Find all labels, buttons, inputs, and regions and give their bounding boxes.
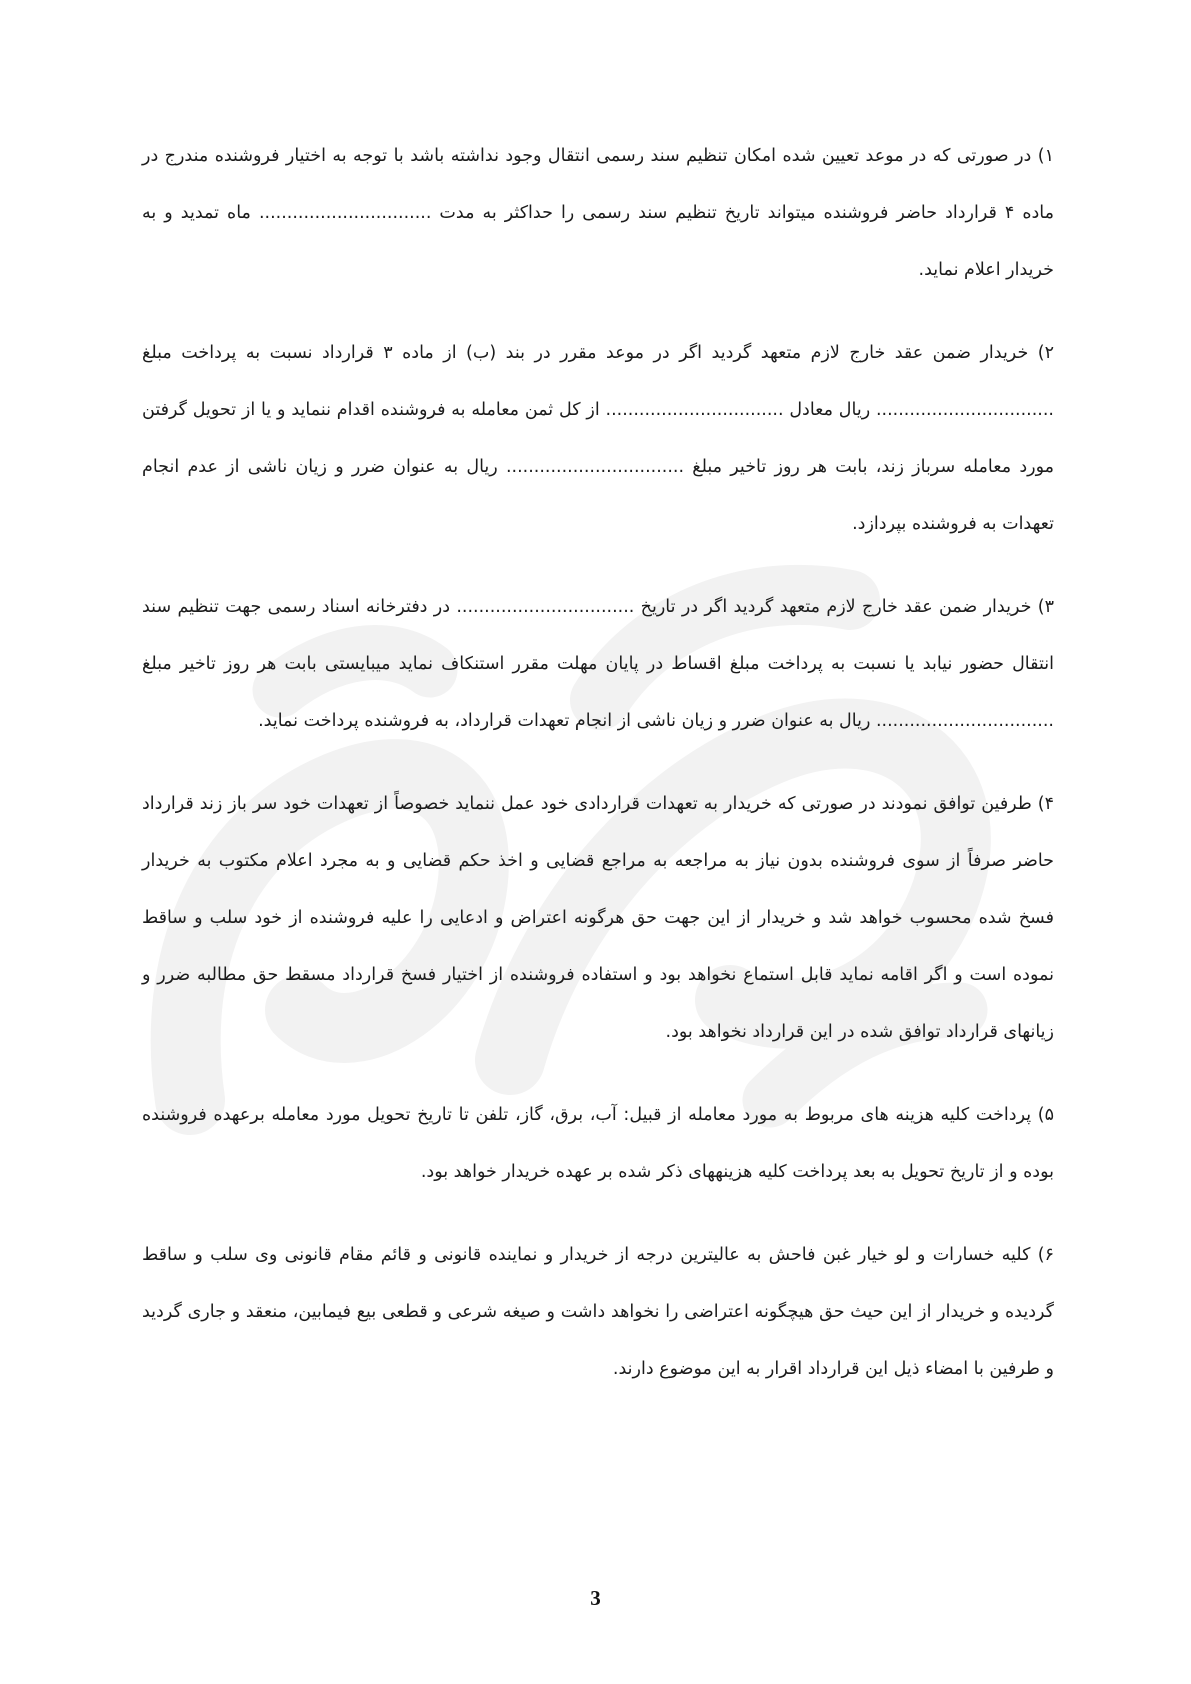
clause-6: ۶) کلیه خسارات و لو خیار غبن فاحش به عالیترین درجه از خریدار و نماینده قانونی و قائم مقام قانونی وی سلب و ساقط گردیده و خریدار از این حیث حق هیچگونه اعتراضی را نخواهد داشت و صیغه شرعی و قطعی بیع فیمابین، منعقد و جاری گردید و طرفین با امضاء ذیل این قرارداد اقرار به این موضوع دارند. <box>142 1245 1054 1379</box>
clause-1: ۱) در صورتی که در موعد تعیین شده امکان تنظیم سند رسمی انتقال وجود نداشته باشد با توجه به اختیار فروشنده مندرج در ماده ۴ قرارداد حاضر فروشنده میتواند تاریخ تنظیم سند رسمی را حداکثر به مدت ............................... ماه تمدید و به خریدار اعلام نماید. <box>142 146 1054 280</box>
page-number: 3 <box>590 1586 601 1610</box>
contract-clauses <box>142 128 1054 1424</box>
clause-2: ۲) خریدار ضمن عقد خارج لازم متعهد گردید اگر در موعد مقرر در بند (ب) از ماده ۳ قرارداد نسبت به پرداخت مبلغ ................................ ریال معادل ................................ از کل ثمن معامله به فروشنده اقدام ننماید و یا از تحویل گرفتن مورد معامله سرباز زند، بابت هر روز تاخیر مبلغ ................................ ریال به عنوان ضرر و زیان ناشی از عدم انجام تعهدات به فروشنده بپردازد. <box>142 343 1054 534</box>
clause-5: ۵) پرداخت کلیه هزینه های مربوط به مورد معامله از قبیل: آب، برق، گاز، تلفن تا تاریخ تحویل مورد معامله برعهده فروشنده بوده و از تاریخ تحویل به بعد پرداخت کلیه هزینههای ذکر شده بر عهده خریدار خواهد بود. <box>142 1105 1054 1182</box>
clause-3: ۳) خریدار ضمن عقد خارج لازم متعهد گردید اگر در تاریخ ................................ در دفترخانه اسناد رسمی جهت تنظیم سند انتقال حضور نیابد یا نسبت به پرداخت مبلغ اقساط در پایان مهلت مقرر استنکاف نماید میبایستی بابت هر روز تاخیر مبلغ ................................ ریال به عنوان ضرر و زیان ناشی از انجام تعهدات قرارداد، به فروشنده پرداخت نماید. <box>142 597 1054 731</box>
clause-4: ۴) طرفین توافق نمودند در صورتی که خریدار به تعهدات قراردادی خود عمل ننماید خصوصاً از تعهدات خود سر باز زند قرارداد حاضر صرفاً از سوی فروشنده بدون نیاز به مراجعه به مراجع قضایی و اخذ حکم قضایی و به مجرد اعلام مکتوب به خریدار فسخ شده محسوب خواهد شد و خریدار از این جهت حق هرگونه اعتراض و ادعایی را علیه فروشنده از خود سلب و ساقط نموده است و اگر اقامه نماید قابل استماع نخواهد بود و استفاده فروشنده از اختیار فسخ قرارداد مسقط حق مطالبه ضرر و زیانهای قرارداد توافق شده در این قرارداد نخواهد بود. <box>142 794 1054 1042</box>
